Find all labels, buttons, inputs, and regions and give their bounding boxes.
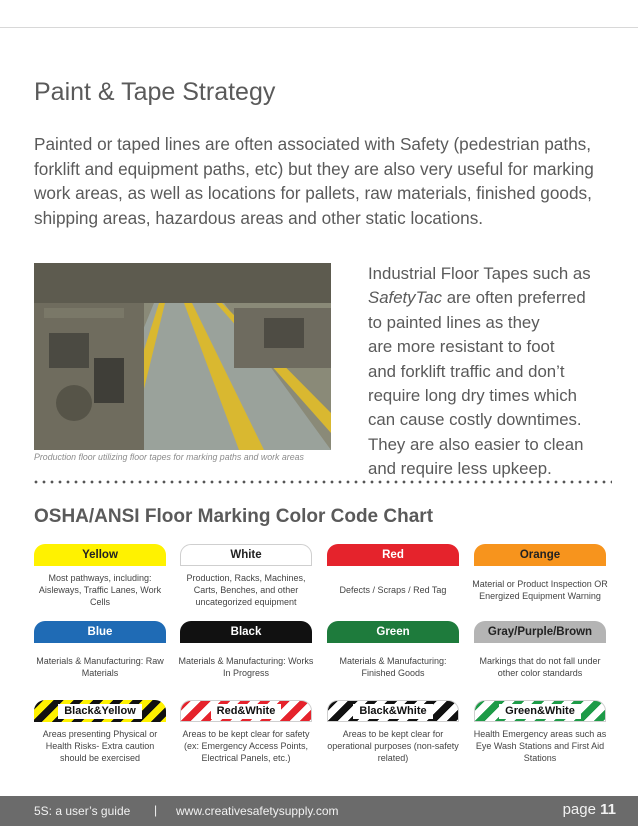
color-band <box>327 621 459 643</box>
color-label: White <box>230 549 262 561</box>
color-description: Material or Product Inspection OR Energized Equipment Warning <box>472 578 608 601</box>
color-band <box>474 544 606 566</box>
color-card-orange <box>474 544 606 612</box>
color-card-black <box>180 621 312 689</box>
color-label: Black <box>230 626 262 638</box>
color-label: Orange <box>519 549 561 561</box>
color-card-white <box>180 544 312 612</box>
color-card-red <box>327 544 459 612</box>
color-band <box>180 544 312 566</box>
footer-separator: | <box>154 803 158 817</box>
color-card-blue <box>34 621 166 689</box>
color-label: Yellow <box>82 549 118 561</box>
color-card-black-white <box>327 700 459 768</box>
color-band <box>34 544 166 566</box>
dotted-divider <box>32 480 612 484</box>
color-description: Markings that do not fall under other color standards <box>479 655 601 678</box>
color-description: Health Emergency areas such as Eye Wash Stations and First Aid Stations <box>473 728 607 763</box>
color-card-gray-purple-brown <box>474 621 606 689</box>
color-chart-title: OSHA/ANSI Floor Marking Color Code Chart <box>34 506 434 527</box>
color-band <box>327 544 459 566</box>
color-band <box>34 621 166 643</box>
color-description: Areas to be kept clear for safety (ex: Emergency Access Points, Electrical Panels, etc.) <box>182 728 310 763</box>
color-description: Defects / Scraps / Red Tag <box>339 584 447 595</box>
side-line: SafetyTac are often preferred <box>368 288 586 308</box>
color-band <box>327 700 459 722</box>
color-label: Black&Yellow <box>58 704 142 719</box>
intro-paragraph: Painted or taped lines are often associated with Safety (pedestrian paths, forklift and equipment paths, etc) but they are also very useful for marking work areas, as well as locations for pallets, raw materials, finished goods, shipping areas, hazardous areas and other static locations. <box>34 134 594 228</box>
color-description: Areas to be kept clear for operational purposes (non-safety related) <box>327 728 459 763</box>
side-line: to painted lines as they <box>368 312 540 332</box>
page-title: Paint & Tape Strategy <box>34 78 276 106</box>
color-band <box>180 621 312 643</box>
color-label: Green <box>376 626 410 638</box>
footer-url-link[interactable]: www.creativesafetysupply.com <box>176 804 339 818</box>
brand-name: SafetyTac <box>368 288 443 308</box>
side-line: require long dry times which <box>368 386 577 406</box>
side-line: They are also easier to clean <box>368 434 584 454</box>
side-line: can cause costly downtimes. <box>368 410 582 430</box>
color-card-green-white <box>474 700 606 768</box>
color-card-yellow <box>34 544 166 612</box>
color-card-black-yellow <box>34 700 166 768</box>
color-label: Gray/Purple/Brown <box>487 626 593 638</box>
color-label: Red <box>382 549 404 561</box>
header-rule <box>0 0 638 28</box>
color-card-green <box>327 621 459 689</box>
color-label: Red&White <box>211 704 282 719</box>
color-label: Green&White <box>499 704 581 719</box>
color-description: Materials & Manufacturing: Works In Progress <box>178 655 314 678</box>
color-band <box>474 700 606 722</box>
color-description: Most pathways, including: Aisleways, Traffic Lanes, Work Cells <box>38 572 162 607</box>
color-band <box>34 700 166 722</box>
side-line: and forklift traffic and don’t <box>368 361 565 381</box>
side-line: Industrial Floor Tapes such as <box>368 264 591 283</box>
color-label: Blue <box>87 626 113 638</box>
color-band <box>474 621 606 643</box>
color-description: Areas presenting Physical or Health Risks- Extra caution should be exercised <box>42 728 158 763</box>
color-label: Black&White <box>353 704 432 719</box>
side-line: are more resistant to foot <box>368 337 555 357</box>
factory-floor-photo <box>34 263 331 450</box>
color-card-red-white <box>180 700 312 768</box>
page-number: page 11 <box>562 801 616 818</box>
side-paragraph <box>368 262 618 482</box>
color-description: Production, Racks, Machines, Carts, Benches, and other uncategorized equipment <box>186 572 306 607</box>
page-footer <box>0 796 638 826</box>
footer-guide-title: 5S: a user’s guide <box>34 804 131 818</box>
color-description: Materials & Manufacturing: Finished Goods <box>339 655 447 678</box>
side-line: and require less upkeep. <box>368 459 552 479</box>
color-description: Materials & Manufacturing: Raw Materials <box>36 655 164 678</box>
photo-caption: Production floor utilizing floor tapes for marking paths and work areas <box>34 452 304 462</box>
color-band <box>180 700 312 722</box>
